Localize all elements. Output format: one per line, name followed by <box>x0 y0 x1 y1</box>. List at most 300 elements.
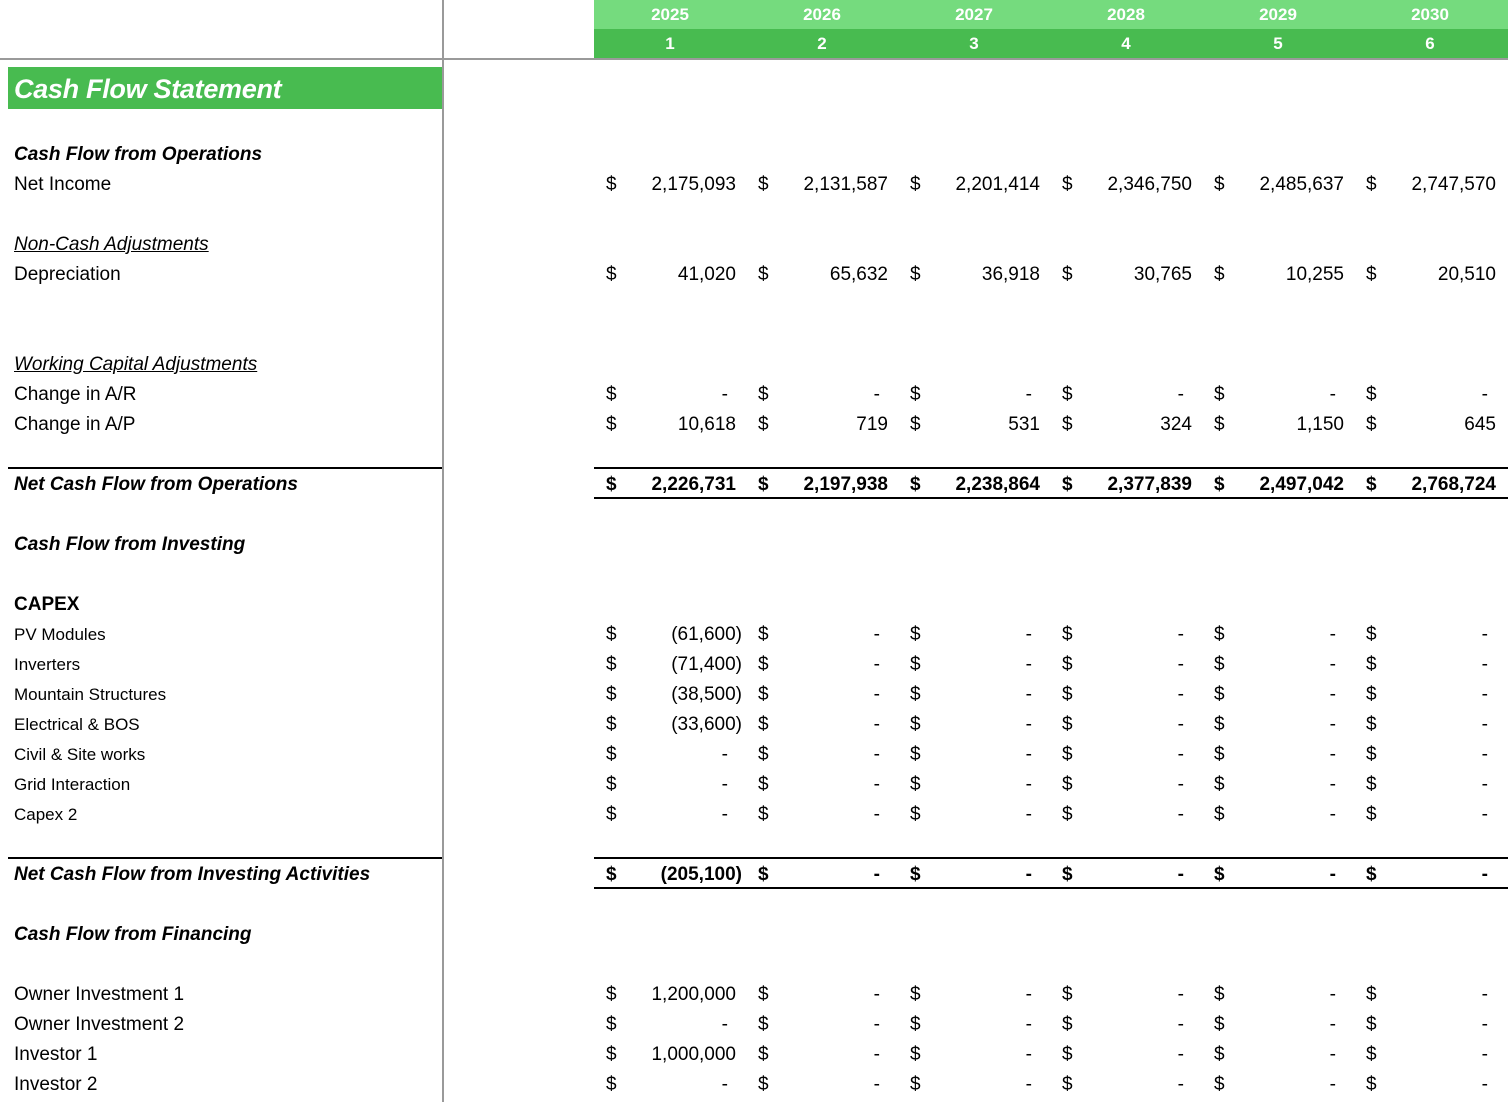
value-cells <box>594 740 1508 770</box>
cell-amount: - <box>1025 744 1032 765</box>
working-capital-heading-row <box>0 350 1508 380</box>
currency-symbol: $ <box>1366 744 1377 765</box>
cell-amount: 1,150 <box>1296 414 1344 435</box>
value-cell[interactable] <box>1050 680 1202 710</box>
currency-symbol: $ <box>910 984 921 1005</box>
currency-symbol: $ <box>1062 264 1073 285</box>
cell-amount: 10,255 <box>1285 264 1344 285</box>
currency-symbol: $ <box>910 414 921 435</box>
currency-symbol: $ <box>910 654 921 675</box>
cell-amount: - <box>1481 1074 1488 1095</box>
currency-symbol: $ <box>1366 684 1377 705</box>
cell-amount: - <box>1177 864 1184 885</box>
cell-amount: 2,377,839 <box>1107 474 1192 495</box>
row-label: PV Modules <box>14 625 106 644</box>
year-header-2027: 2027 <box>955 5 993 24</box>
currency-symbol: $ <box>1214 384 1225 405</box>
currency-symbol: $ <box>1214 714 1225 735</box>
currency-symbol: $ <box>1214 264 1225 285</box>
value-cell[interactable] <box>594 410 746 440</box>
cell-amount: - <box>873 624 880 645</box>
cell-amount: 1,000,000 <box>651 1044 736 1065</box>
value-cell[interactable] <box>746 1040 898 1070</box>
value-cell[interactable] <box>594 1070 746 1100</box>
cell-amount: - <box>1177 744 1184 765</box>
value-cell[interactable] <box>1202 770 1354 800</box>
currency-symbol: $ <box>910 1074 921 1095</box>
value-cell[interactable] <box>1050 1070 1202 1100</box>
cell-amount: (205,100) <box>660 864 742 885</box>
value-cell[interactable] <box>1354 380 1506 410</box>
cell-amount: - <box>1177 774 1184 795</box>
value-cell[interactable] <box>1202 1040 1354 1070</box>
currency-symbol: $ <box>606 744 617 765</box>
investing-total-bottom-rule <box>594 887 1508 889</box>
cell-amount: - <box>1329 384 1336 405</box>
cell-amount: - <box>721 384 728 405</box>
table-row-civil-site-works[interactable] <box>0 740 1508 770</box>
value-cell[interactable] <box>1050 980 1202 1010</box>
value-cell[interactable] <box>1354 1040 1506 1070</box>
table-row-net-income[interactable] <box>0 170 1508 200</box>
value-cell[interactable] <box>1354 1010 1506 1040</box>
value-cell[interactable] <box>1202 800 1354 830</box>
value-cell[interactable] <box>1050 1010 1202 1040</box>
currency-symbol: $ <box>758 474 769 495</box>
financing-heading: Cash Flow from Financing <box>14 924 252 945</box>
currency-symbol: $ <box>1214 624 1225 645</box>
cell-amount: 2,201,414 <box>955 174 1040 195</box>
value-cell[interactable] <box>1202 740 1354 770</box>
currency-symbol: $ <box>1062 1014 1073 1035</box>
currency-symbol: $ <box>758 654 769 675</box>
currency-symbol: $ <box>910 264 921 285</box>
non-cash-heading-row <box>0 230 1508 260</box>
cell-amount: 531 <box>1008 414 1040 435</box>
value-cell[interactable] <box>898 680 1050 710</box>
value-cell[interactable] <box>1202 470 1354 500</box>
cell-amount: - <box>873 1014 880 1035</box>
working-capital-heading: Working Capital Adjustments <box>14 354 258 375</box>
non-cash-heading: Non-Cash Adjustments <box>14 234 209 255</box>
currency-symbol: $ <box>758 684 769 705</box>
cell-amount: - <box>1177 1044 1184 1065</box>
cell-amount: 645 <box>1464 414 1496 435</box>
value-cell[interactable] <box>898 470 1050 500</box>
value-cell[interactable] <box>746 1010 898 1040</box>
currency-symbol: $ <box>1366 714 1377 735</box>
value-cell[interactable] <box>1354 470 1506 500</box>
currency-symbol: $ <box>758 1014 769 1035</box>
cell-amount: 36,918 <box>981 264 1040 285</box>
cell-amount: - <box>1025 1014 1032 1035</box>
value-cell[interactable] <box>898 1010 1050 1040</box>
currency-symbol: $ <box>758 1074 769 1095</box>
value-cell[interactable] <box>746 740 898 770</box>
cell-amount: - <box>1481 864 1488 885</box>
value-cell[interactable] <box>746 620 898 650</box>
value-cell[interactable] <box>1202 410 1354 440</box>
value-cell[interactable] <box>1202 260 1354 290</box>
currency-symbol: $ <box>1366 414 1377 435</box>
cell-amount: - <box>1329 804 1336 825</box>
currency-symbol: $ <box>606 474 617 495</box>
value-cells <box>594 380 1508 410</box>
value-cell[interactable] <box>1050 380 1202 410</box>
currency-symbol: $ <box>1214 414 1225 435</box>
header-divider-line <box>0 58 1508 60</box>
cell-amount: - <box>1177 624 1184 645</box>
cell-amount: - <box>1025 384 1032 405</box>
table-row-inverters[interactable] <box>0 650 1508 680</box>
value-cell[interactable] <box>1050 260 1202 290</box>
table-row-mountain-structures[interactable] <box>0 680 1508 710</box>
currency-symbol: $ <box>1214 1014 1225 1035</box>
value-cell[interactable] <box>1354 740 1506 770</box>
value-cell[interactable] <box>1050 1040 1202 1070</box>
cell-amount: - <box>721 1074 728 1095</box>
value-cell[interactable] <box>1050 860 1202 890</box>
value-cell[interactable] <box>594 800 746 830</box>
value-cell[interactable] <box>746 770 898 800</box>
value-cell[interactable] <box>594 680 746 710</box>
value-cell[interactable] <box>594 650 746 680</box>
currency-symbol: $ <box>606 804 617 825</box>
investing-total-top-rule-label <box>8 857 442 859</box>
value-cell[interactable] <box>746 470 898 500</box>
value-cell[interactable] <box>594 1040 746 1070</box>
cell-amount: - <box>1025 684 1032 705</box>
value-cell[interactable] <box>898 380 1050 410</box>
value-cell[interactable] <box>1050 170 1202 200</box>
currency-symbol: $ <box>1214 1074 1225 1095</box>
currency-symbol: $ <box>606 984 617 1005</box>
currency-symbol: $ <box>1062 1044 1073 1065</box>
cell-amount: - <box>1481 384 1488 405</box>
value-cell[interactable] <box>1354 410 1506 440</box>
currency-symbol: $ <box>606 1014 617 1035</box>
cell-amount: 324 <box>1160 414 1192 435</box>
row-label: Change in A/P <box>14 414 136 435</box>
currency-symbol: $ <box>606 714 617 735</box>
cell-amount: - <box>1025 1074 1032 1095</box>
currency-symbol: $ <box>606 174 617 195</box>
value-cell[interactable] <box>1202 680 1354 710</box>
currency-symbol: $ <box>1214 744 1225 765</box>
operations-total-bottom-rule <box>594 497 1508 499</box>
value-cell[interactable] <box>898 980 1050 1010</box>
cell-amount: - <box>1481 744 1488 765</box>
cell-amount: - <box>1329 1074 1336 1095</box>
value-cell[interactable] <box>898 260 1050 290</box>
operations-total-top-rule <box>594 467 1508 469</box>
value-cell[interactable] <box>898 170 1050 200</box>
cell-amount: - <box>721 804 728 825</box>
row-label: Electrical & BOS <box>14 715 140 734</box>
currency-symbol: $ <box>606 1044 617 1065</box>
row-label: Investor 2 <box>14 1074 98 1095</box>
year-header-row <box>594 0 1508 29</box>
table-row-net-cash-investing[interactable] <box>0 860 1508 890</box>
value-cell[interactable] <box>594 1010 746 1040</box>
currency-symbol: $ <box>910 714 921 735</box>
currency-symbol: $ <box>1062 624 1073 645</box>
value-cell[interactable] <box>594 710 746 740</box>
currency-symbol: $ <box>758 174 769 195</box>
cell-amount: - <box>873 984 880 1005</box>
value-cell[interactable] <box>1354 800 1506 830</box>
value-cell[interactable] <box>1202 170 1354 200</box>
cell-amount: - <box>1025 864 1032 885</box>
value-cell[interactable] <box>898 650 1050 680</box>
currency-symbol: $ <box>1366 804 1377 825</box>
period-header-6: 6 <box>1425 34 1435 53</box>
cell-amount: 30,765 <box>1133 264 1192 285</box>
value-cell[interactable] <box>594 380 746 410</box>
investing-heading-row <box>0 530 1508 560</box>
value-cell[interactable] <box>594 470 746 500</box>
table-row-depreciation[interactable] <box>0 260 1508 290</box>
value-cell[interactable] <box>898 1070 1050 1100</box>
cell-amount: 65,632 <box>829 264 888 285</box>
statement-title-banner <box>8 67 442 109</box>
currency-symbol: $ <box>758 1044 769 1065</box>
operations-heading-row <box>0 140 1508 170</box>
row-label: Grid Interaction <box>14 775 131 794</box>
currency-symbol: $ <box>758 414 769 435</box>
value-cell[interactable] <box>1050 410 1202 440</box>
currency-symbol: $ <box>910 774 921 795</box>
value-cells <box>594 860 1508 890</box>
value-cell[interactable] <box>1202 860 1354 890</box>
value-cell[interactable] <box>1202 980 1354 1010</box>
table-row-pv-modules[interactable] <box>0 620 1508 650</box>
value-cells <box>594 650 1508 680</box>
value-cell[interactable] <box>1354 860 1506 890</box>
cell-amount: - <box>1025 774 1032 795</box>
value-cell[interactable] <box>1050 770 1202 800</box>
cell-amount: 2,238,864 <box>955 474 1040 495</box>
value-cell[interactable] <box>1354 710 1506 740</box>
table-row-grid-interaction[interactable] <box>0 770 1508 800</box>
cell-amount: - <box>1025 714 1032 735</box>
period-header-5: 5 <box>1273 34 1283 53</box>
currency-symbol: $ <box>1214 984 1225 1005</box>
value-cell[interactable] <box>898 860 1050 890</box>
value-cells <box>594 800 1508 830</box>
currency-symbol: $ <box>606 624 617 645</box>
year-header-2026: 2026 <box>803 5 841 24</box>
value-cell[interactable] <box>746 980 898 1010</box>
statement-title: Cash Flow Statement <box>14 74 282 104</box>
cell-amount: 2,197,938 <box>803 474 888 495</box>
value-cell[interactable] <box>1202 380 1354 410</box>
value-cells <box>594 260 1508 290</box>
cell-amount: - <box>1177 1014 1184 1035</box>
investing-heading: Cash Flow from Investing <box>14 534 246 555</box>
value-cell[interactable] <box>898 710 1050 740</box>
value-cell[interactable] <box>746 710 898 740</box>
operations-heading: Cash Flow from Operations <box>14 144 263 165</box>
value-cell[interactable] <box>746 680 898 710</box>
currency-symbol: $ <box>1214 1044 1225 1065</box>
value-cell[interactable] <box>746 1070 898 1100</box>
value-cells <box>594 1010 1508 1040</box>
cell-amount: 2,485,637 <box>1259 174 1344 195</box>
table-row-investor-2[interactable] <box>0 1070 1508 1100</box>
cell-amount: - <box>873 1044 880 1065</box>
value-cells <box>594 620 1508 650</box>
value-cell[interactable] <box>1354 620 1506 650</box>
value-cells <box>594 410 1508 440</box>
cell-amount: - <box>873 1074 880 1095</box>
value-cell[interactable] <box>594 740 746 770</box>
currency-symbol: $ <box>1214 774 1225 795</box>
value-cell[interactable] <box>1202 620 1354 650</box>
value-cell[interactable] <box>594 170 746 200</box>
value-cell[interactable] <box>1202 650 1354 680</box>
capex-heading-row <box>0 590 1508 620</box>
currency-symbol: $ <box>1062 744 1073 765</box>
value-cell[interactable] <box>898 770 1050 800</box>
currency-symbol: $ <box>1214 804 1225 825</box>
table-row-change-ap[interactable] <box>0 410 1508 440</box>
cell-amount: - <box>1177 984 1184 1005</box>
cell-amount: 41,020 <box>677 264 736 285</box>
cell-amount: - <box>873 684 880 705</box>
value-cell[interactable] <box>1050 740 1202 770</box>
currency-symbol: $ <box>1062 384 1073 405</box>
value-cell[interactable] <box>1050 620 1202 650</box>
value-cell[interactable] <box>898 1040 1050 1070</box>
currency-symbol: $ <box>910 384 921 405</box>
value-cell[interactable] <box>898 620 1050 650</box>
value-cell[interactable] <box>1202 1010 1354 1040</box>
investing-total-top-rule <box>594 857 1508 859</box>
currency-symbol: $ <box>1366 1014 1377 1035</box>
currency-symbol: $ <box>606 1074 617 1095</box>
currency-symbol: $ <box>1214 864 1225 885</box>
value-cell[interactable] <box>594 260 746 290</box>
value-cell[interactable] <box>1202 1070 1354 1100</box>
value-cell[interactable] <box>746 260 898 290</box>
currency-symbol: $ <box>758 864 769 885</box>
value-cell[interactable] <box>1354 770 1506 800</box>
value-cell[interactable] <box>1050 650 1202 680</box>
value-cell[interactable] <box>594 770 746 800</box>
value-cell[interactable] <box>746 860 898 890</box>
currency-symbol: $ <box>910 744 921 765</box>
table-row-owner-investment-1[interactable] <box>0 980 1508 1010</box>
table-row-electrical-bos[interactable] <box>0 710 1508 740</box>
currency-symbol: $ <box>1366 984 1377 1005</box>
value-cells <box>594 680 1508 710</box>
table-row-capex-2[interactable] <box>0 800 1508 830</box>
year-header-2030: 2030 <box>1411 5 1449 24</box>
currency-symbol: $ <box>1062 1074 1073 1095</box>
currency-symbol: $ <box>606 264 617 285</box>
row-label: Civil & Site works <box>14 745 146 764</box>
value-cell[interactable] <box>1354 260 1506 290</box>
row-label: Mountain Structures <box>14 685 167 704</box>
value-cell[interactable] <box>1354 1070 1506 1100</box>
currency-symbol: $ <box>758 384 769 405</box>
cell-amount: - <box>873 654 880 675</box>
value-cell[interactable] <box>594 860 746 890</box>
period-header-row <box>594 29 1508 58</box>
currency-symbol: $ <box>1062 714 1073 735</box>
table-row-change-ar[interactable] <box>0 380 1508 410</box>
value-cell[interactable] <box>898 410 1050 440</box>
value-cell[interactable] <box>594 980 746 1010</box>
value-cell[interactable] <box>1050 470 1202 500</box>
row-label: Owner Investment 2 <box>14 1014 185 1035</box>
period-header-1: 1 <box>665 34 675 53</box>
value-cells <box>594 1040 1508 1070</box>
cell-amount: 1,200,000 <box>651 984 736 1005</box>
currency-symbol: $ <box>606 654 617 675</box>
currency-symbol: $ <box>1366 474 1377 495</box>
cell-amount: - <box>1481 654 1488 675</box>
currency-symbol: $ <box>1062 414 1073 435</box>
cell-amount: - <box>1177 684 1184 705</box>
value-cell[interactable] <box>594 620 746 650</box>
value-cell[interactable] <box>1354 680 1506 710</box>
value-cell[interactable] <box>746 650 898 680</box>
currency-symbol: $ <box>1214 174 1225 195</box>
value-cell[interactable] <box>746 170 898 200</box>
cell-amount: 719 <box>856 414 888 435</box>
currency-symbol: $ <box>910 624 921 645</box>
row-label: Depreciation <box>14 264 121 285</box>
value-cell[interactable] <box>1354 980 1506 1010</box>
cell-amount: - <box>721 1014 728 1035</box>
currency-symbol: $ <box>910 174 921 195</box>
currency-symbol: $ <box>910 1014 921 1035</box>
value-cell[interactable] <box>746 800 898 830</box>
cell-amount: - <box>1481 714 1488 735</box>
cell-amount: - <box>1481 1044 1488 1065</box>
value-cell[interactable] <box>746 410 898 440</box>
table-row-investor-1[interactable] <box>0 1040 1508 1070</box>
currency-symbol: $ <box>1366 1044 1377 1065</box>
value-cell[interactable] <box>746 380 898 410</box>
value-cells <box>594 770 1508 800</box>
table-row-owner-investment-2[interactable] <box>0 1010 1508 1040</box>
value-cell[interactable] <box>1050 710 1202 740</box>
cell-amount: (61,600) <box>671 624 742 645</box>
value-cell[interactable] <box>1354 170 1506 200</box>
currency-symbol: $ <box>606 684 617 705</box>
value-cell[interactable] <box>1202 710 1354 740</box>
value-cell[interactable] <box>898 740 1050 770</box>
cell-amount: 2,768,724 <box>1411 474 1496 495</box>
currency-symbol: $ <box>758 264 769 285</box>
period-header-2: 2 <box>817 34 827 53</box>
value-cell[interactable] <box>1050 800 1202 830</box>
value-cell[interactable] <box>1354 650 1506 680</box>
currency-symbol: $ <box>1062 684 1073 705</box>
row-label: Inverters <box>14 655 81 674</box>
cell-amount: - <box>1481 624 1488 645</box>
cell-amount: - <box>873 744 880 765</box>
table-row-net-cash-operations[interactable] <box>0 470 1508 500</box>
operations-total-top-rule-label <box>8 467 442 469</box>
value-cell[interactable] <box>898 800 1050 830</box>
currency-symbol: $ <box>1214 474 1225 495</box>
currency-symbol: $ <box>1062 984 1073 1005</box>
cell-amount: - <box>1177 654 1184 675</box>
